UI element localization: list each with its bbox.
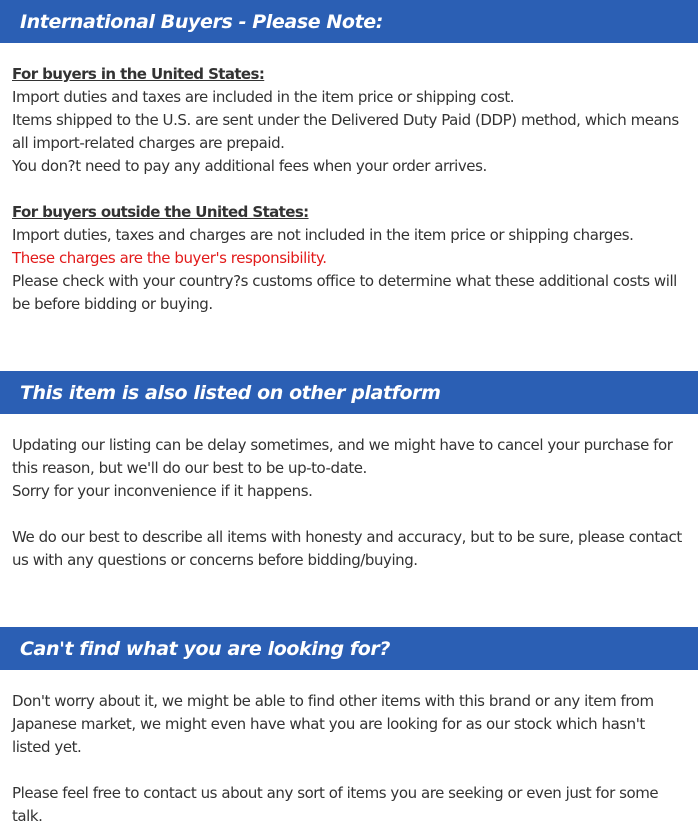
us-buyers-duties-text: Import duties and taxes are included in the item price or shipping cost. <box>12 88 515 106</box>
international-buyers-body <box>0 43 698 316</box>
listing-delay-text: Updating our listing can be delay sometimes, and we might have to cancel your purchase for this reason, but we'll do our best to be up-to-date. <box>12 436 673 477</box>
intl-buyers-customs-text: Please check with your country?s customs office to determine what these additional costs will be before bidding or buying. <box>12 272 677 313</box>
inconvenience-text: Sorry for your inconvenience if it happens. <box>12 482 313 500</box>
cant-find-body <box>0 670 698 828</box>
international-buyers-title: International Buyers - Please Note: <box>20 10 383 33</box>
other-platform-title: This item is also listed on other platform <box>20 381 441 404</box>
cant-find-title: Can't find what you are looking for? <box>20 637 391 660</box>
honesty-text: We do our best to describe all items with honesty and accuracy, but to be sure, please contact us with any questions or concerns before bidding/buying. <box>12 528 682 569</box>
us-buyers-no-fees-text: You don?t need to pay any additional fees when your order arrives. <box>12 157 487 175</box>
intl-buyers-heading: For buyers outside the United States: <box>12 203 309 221</box>
intl-buyers-duties-text: Import duties, taxes and charges are not included in the item price or shipping charges. <box>12 226 634 244</box>
find-items-text: Don't worry about it, we might be able to find other items with this brand or any item from Japanese market, we might even have what you are looking for as our stock which hasn't listed yet. <box>12 692 654 756</box>
intl-buyers-warning: These charges are the buyer's responsibility. <box>12 249 327 267</box>
international-buyers-header <box>0 0 698 43</box>
other-platform-header <box>0 371 698 414</box>
cant-find-header <box>0 627 698 670</box>
cant-find-section <box>0 627 698 828</box>
international-buyers-section <box>0 0 698 316</box>
other-platform-body <box>0 414 698 572</box>
us-buyers-heading: For buyers in the United States: <box>12 65 265 83</box>
other-platform-section <box>0 371 698 572</box>
us-buyers-ddp-text: Items shipped to the U.S. are sent under the Delivered Duty Paid (DDP) method, which means all import-related charges are prepaid. <box>12 111 679 152</box>
contact-us-text: Please feel free to contact us about any sort of items you are seeking or even just for some talk. <box>12 784 659 825</box>
